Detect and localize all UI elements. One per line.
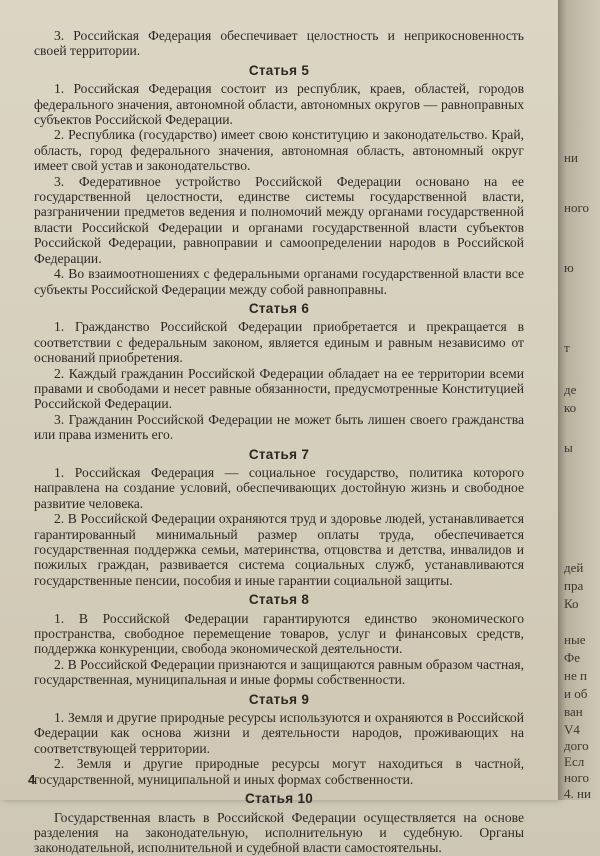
article-heading: Статья 9 xyxy=(248,691,310,707)
edge-text: ван xyxy=(564,704,583,719)
article-paragraph: 1. Гражданство Российской Федерации приобретается и прекращается в соответствии с федеральным законом, является единым и равным независимо от оснований приобретения. xyxy=(34,319,524,366)
edge-text: ные xyxy=(564,632,586,647)
article-paragraph: 3. Гражданин Российской Федерации не может быть лишен своего гражданства или права изменить его. xyxy=(34,411,524,443)
edge-text: ю xyxy=(564,260,574,275)
article-paragraph: 2. В Российской Федерации признаются и защищаются равным образом частная, государственная, муниципальная и иные формы собственности. xyxy=(34,656,524,688)
edge-text: Ко xyxy=(564,596,579,611)
article-paragraph: 1. Земля и другие природные ресурсы используются и охраняются в Российской Федерации как основа жизни и деятельности народов, проживающих на соответствующей территории. xyxy=(34,710,524,756)
article-paragraph: 1. Российская Федерация — социальное государство, политика которого направлена на создание условий, обеспечивающих достойную жизнь и свободное развитие человека. xyxy=(34,464,524,511)
edge-text: 4. ни xyxy=(564,786,591,800)
edge-text: Фе xyxy=(564,650,581,665)
intro-paragraph: 3. Российская Федерация обеспечивает целостность и неприкосновенность своей территории. xyxy=(34,28,524,59)
edge-text: ного xyxy=(564,770,589,785)
article-10 xyxy=(34,791,524,856)
article-paragraph: 2. Земля и другие природные ресурсы могут находиться в частной, государственной, муниципальной и иных формах собственности. xyxy=(34,756,524,787)
article-heading: Статья 7 xyxy=(248,446,310,462)
article-paragraph: 1. В Российской Федерации гарантируются единство экономического пространства, свободное перемещение товаров, услуг и финансовых средств, поддержка конкуренции, свобода экономической деятельности. xyxy=(34,610,524,657)
article-heading: Статья 10 xyxy=(244,791,314,807)
edge-text: ного xyxy=(564,200,589,215)
edge-text: т xyxy=(564,340,570,355)
edge-text: дей xyxy=(564,560,584,575)
next-page-edge xyxy=(558,0,600,800)
article-paragraph: 3. Федеративное устройство Российской Федерации основано на ее государственной целостности, единстве системы государственной власти, разграничении предметов ведения и полномочий между органами государственной власти Российской Федерации и органами государственной власти субъектов Российской Федерации, равноправии и самоопределении народов в Российской Федерации. xyxy=(34,173,524,266)
article-paragraph: 1. Российская Федерация состоит из республик, краев, областей, городов федерального значения, автономной области, автономных округов — равноправных субъектов Российской Федерации. xyxy=(34,81,524,128)
page-number: 4 xyxy=(28,772,36,787)
article-paragraph: 4. Во взаимоотношениях с федеральными органами государственной власти все субъекты Российской Федерации между собой равноправны. xyxy=(34,266,524,297)
edge-text: ы xyxy=(564,440,573,455)
article-5 xyxy=(34,63,524,297)
article-9 xyxy=(34,692,524,787)
article-7 xyxy=(34,447,524,589)
article-paragraph: 2. Каждый гражданин Российской Федерации обладает на ее территории всеми правами и свободами и несет равные обязанности, предусмотренные Конституцией Российской Федерации. xyxy=(34,365,524,412)
edge-text: ко xyxy=(564,400,577,415)
edge-text: дого xyxy=(564,738,589,753)
article-paragraph: 2. В Российской Федерации охраняются труд и здоровье людей, устанавливается гарантированный минимальный размер оплаты труда, обеспечивается государственная поддержка семьи, материнства, отцовства и детства, инвалидов и пожилых граждан, развивается система социальных служб, устанавливаются государственные пенсии, пособия и иные гарантии социальной защиты. xyxy=(34,511,524,588)
article-6 xyxy=(34,301,524,443)
article-heading: Статья 5 xyxy=(248,62,310,78)
edge-text: де xyxy=(564,382,577,397)
article-paragraph: 2. Республика (государство) имеет свою конституцию и законодательство. Край, область, город федерального значения, автономная область, автономный округ имеет свой устав и законодательство. xyxy=(34,127,524,174)
edge-text: Есл xyxy=(564,754,585,769)
edge-text: ни xyxy=(564,150,578,165)
page-content xyxy=(34,28,524,856)
article-8 xyxy=(34,592,524,687)
edge-text: V4 xyxy=(564,722,580,737)
edge-text: не п xyxy=(564,668,587,683)
edge-text: пра xyxy=(564,578,584,593)
article-paragraph: Государственная власть в Российской Федерации осуществляется на основе разделения на законодательную, исполнительную и судебную. Органы законодательной, исполнительной и судебной власти самостоятельны. xyxy=(34,809,524,856)
article-heading: Статья 6 xyxy=(248,300,310,316)
edge-text: и об xyxy=(564,686,588,701)
article-heading: Статья 8 xyxy=(248,592,310,608)
